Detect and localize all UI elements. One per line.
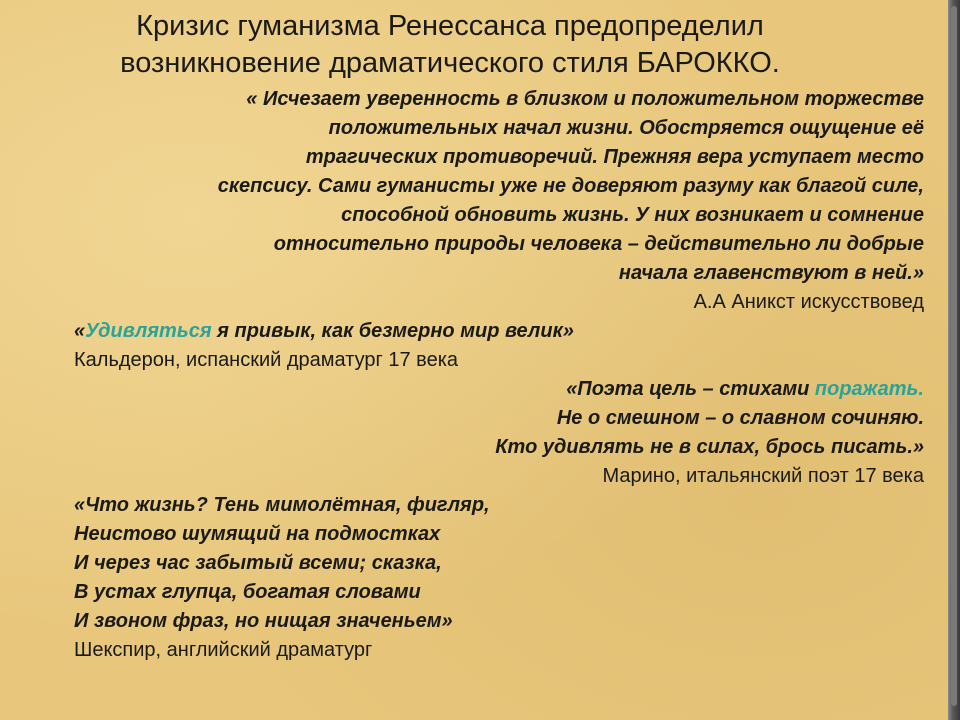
title-line-2: возникновение драматического стиля БАРОККО. bbox=[120, 47, 780, 79]
quote-line bbox=[74, 375, 924, 404]
title-line-1: Кризис гуманизма Ренессанса предопределил bbox=[136, 10, 764, 42]
quote-line: относительно природы человека – действительно ли добрые bbox=[273, 233, 924, 255]
highlight-word: поражать. bbox=[814, 378, 924, 400]
quote-line: В устах глупца, богатая словами bbox=[74, 581, 421, 603]
quote-author: А.А Аникст искусствовед bbox=[693, 291, 924, 313]
quote-line: трагических противоречий. Прежняя вера уступает место bbox=[305, 146, 924, 168]
quote-author: Кальдерон, испанский драматург 17 века bbox=[74, 349, 459, 371]
quote-line: Не о смешном – о славном сочиняю. bbox=[556, 407, 924, 429]
quote-author: Марино, итальянский поэт 17 века bbox=[602, 465, 924, 487]
quote-marino bbox=[74, 375, 924, 491]
quote-line: скепсису. Сами гуманисты уже не доверяют разуму как благой силе, bbox=[217, 175, 924, 197]
quote-line: Неистово шумящий на подмостках bbox=[74, 523, 441, 545]
quote-line: положительных начал жизни. Обостряется ощущение её bbox=[328, 117, 924, 139]
scrollbar-thumb[interactable] bbox=[951, 6, 957, 706]
quote-open-mark: « bbox=[74, 320, 86, 342]
quote-line: « Исчезает уверенность в близком и положительном торжестве bbox=[246, 88, 924, 110]
quote-text: «Поэта цель – стихами bbox=[566, 378, 815, 400]
scrollbar[interactable] bbox=[948, 0, 960, 720]
quote-calderon bbox=[74, 317, 924, 375]
highlight-word: Удивляться bbox=[85, 320, 212, 342]
quote-line: Кто удивлять не в силах, брось писать.» bbox=[495, 436, 924, 458]
quote-line: начала главенствуют в ней.» bbox=[618, 262, 924, 284]
quote-line: И через час забытый всеми; сказка, bbox=[74, 552, 442, 574]
quote-shakespeare bbox=[74, 491, 924, 665]
slide-title bbox=[60, 8, 840, 82]
quote-line: И звоном фраз, но нищая значеньем» bbox=[74, 610, 453, 632]
slide-body bbox=[74, 85, 924, 665]
quote-line bbox=[74, 317, 924, 346]
quote-aniksT bbox=[74, 85, 924, 317]
quote-text: я привык, как безмерно мир велик» bbox=[211, 320, 574, 342]
quote-line: «Что жизнь? Тень мимолётная, фигляр, bbox=[74, 494, 490, 516]
quote-author: Шекспир, английский драматург bbox=[74, 639, 373, 661]
quote-line: способной обновить жизнь. У них возникает и сомнение bbox=[341, 204, 924, 226]
